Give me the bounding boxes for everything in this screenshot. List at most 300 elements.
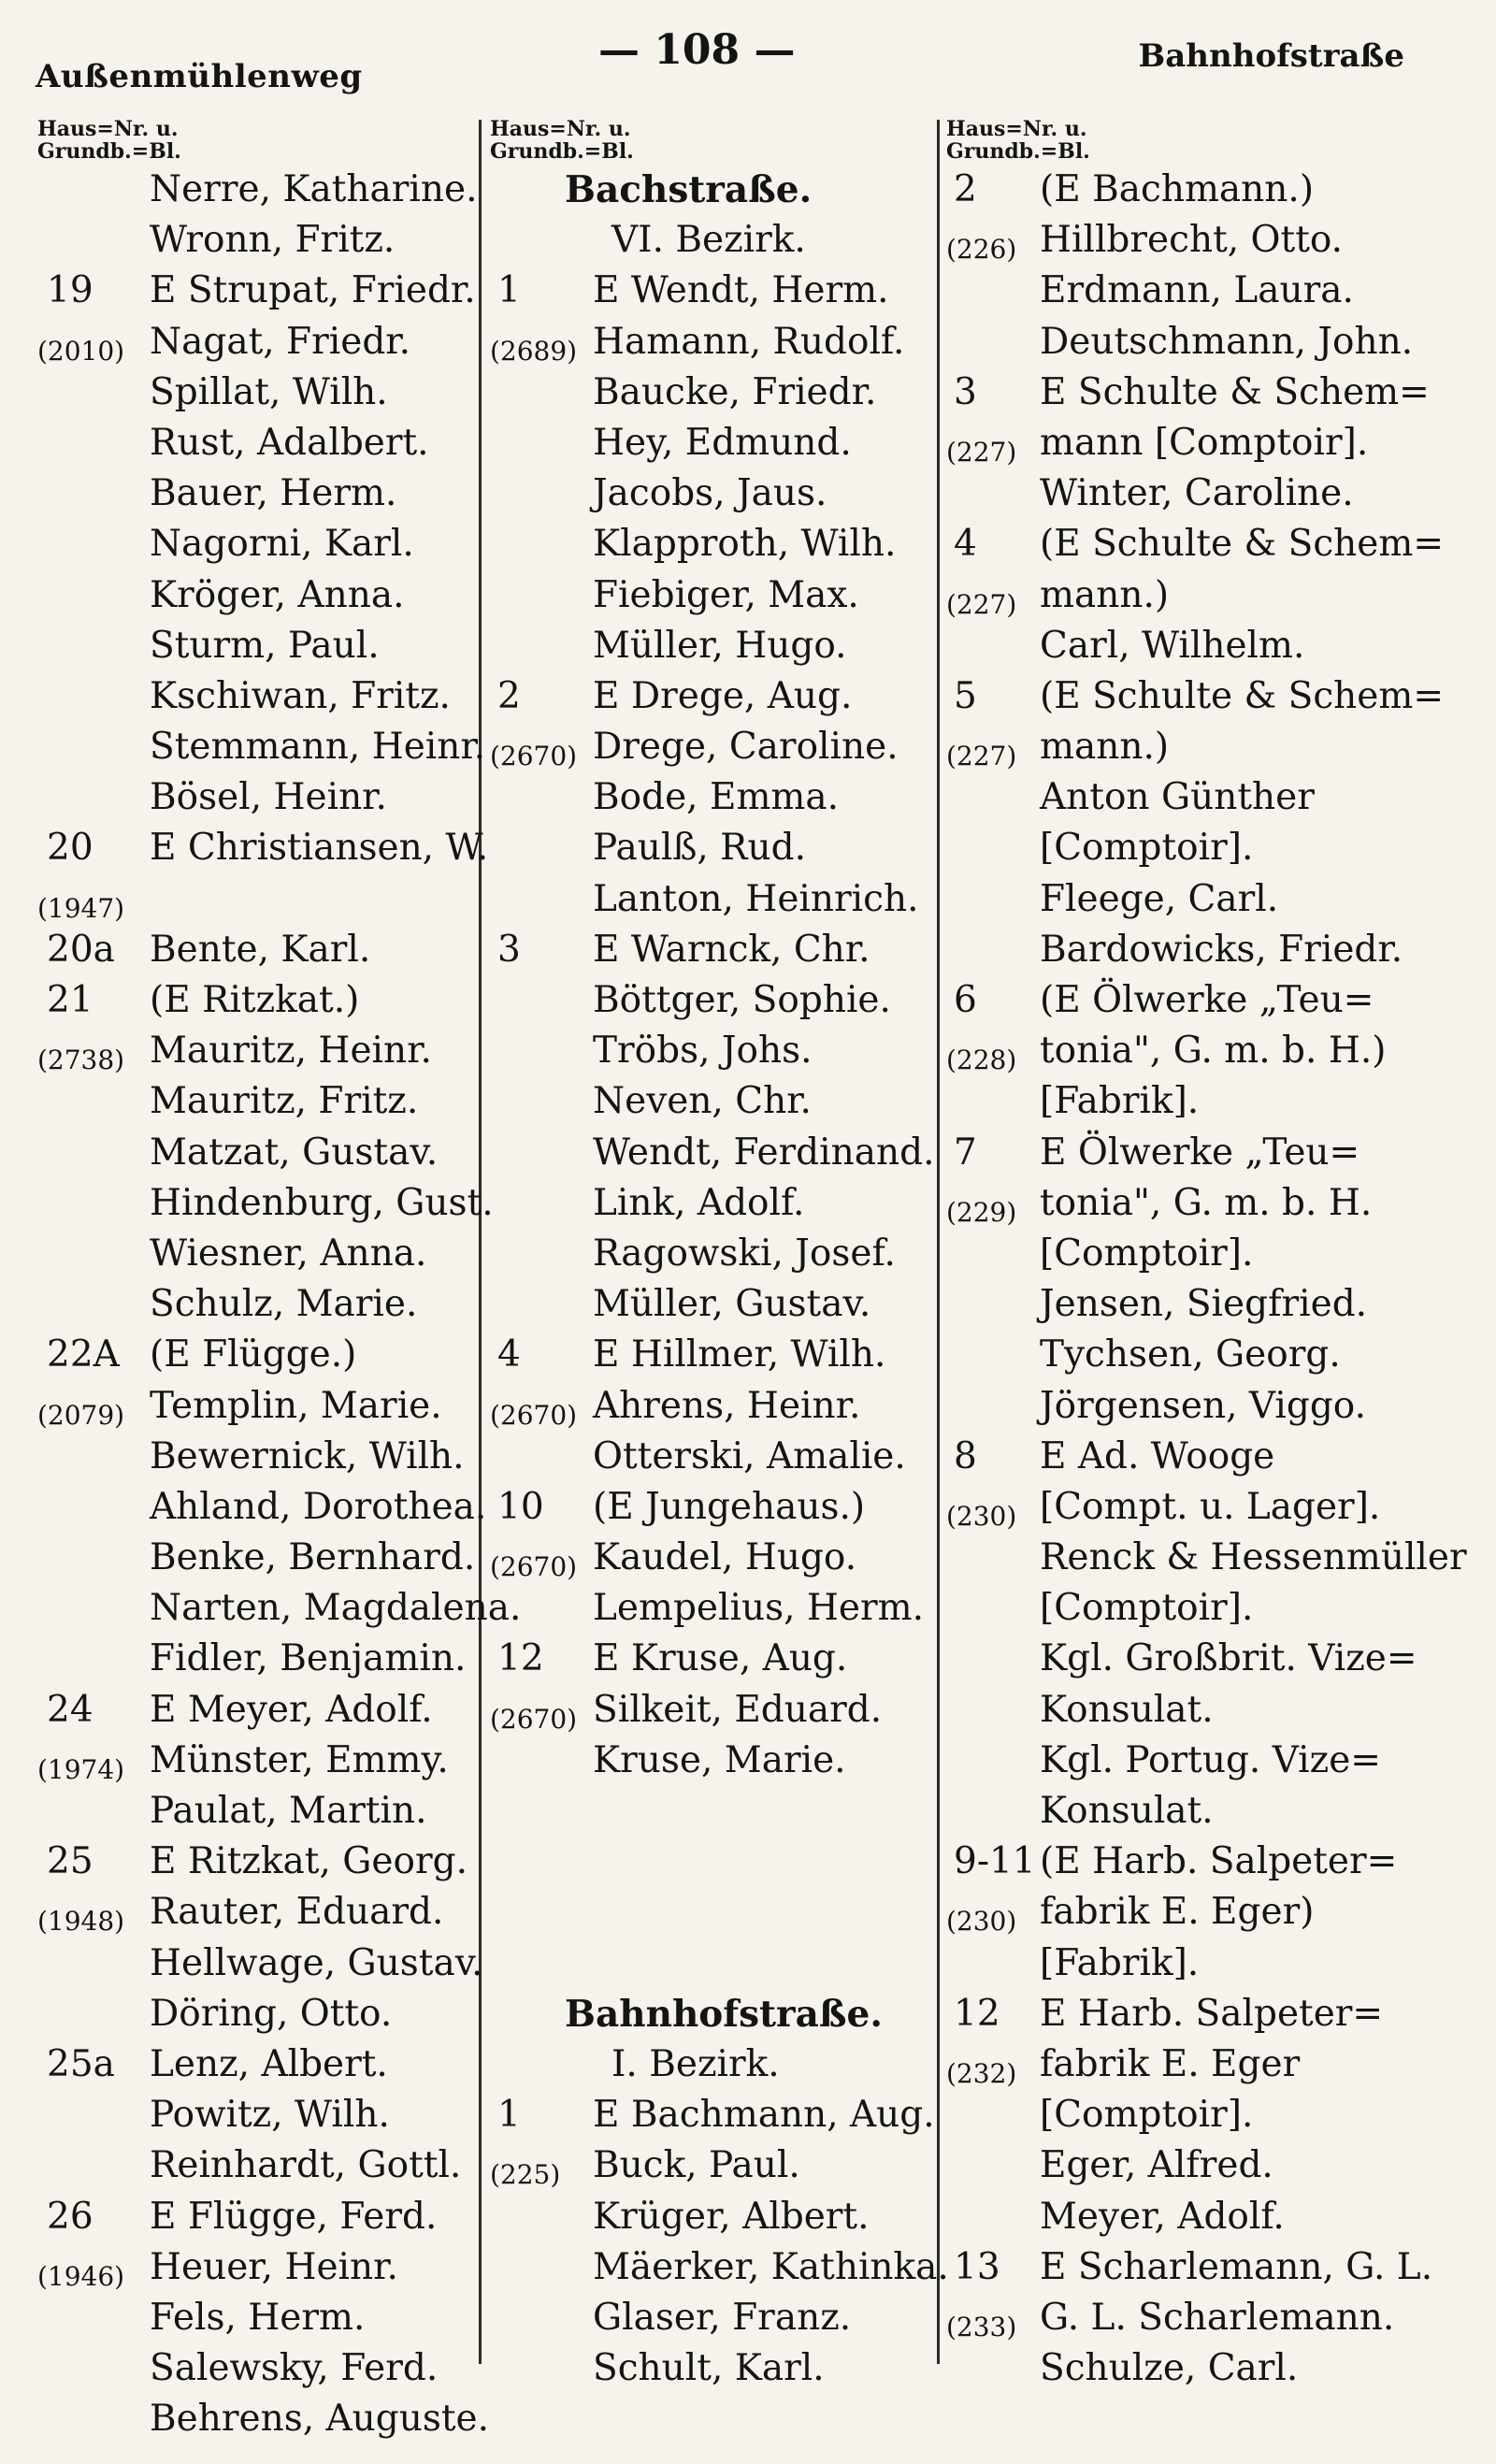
directory-entry xyxy=(946,1837,1470,1887)
directory-entry xyxy=(37,418,468,468)
entry-text: Paulß, Rud. xyxy=(593,827,807,870)
house-number: 9-11 xyxy=(954,1840,1036,1883)
directory-entry xyxy=(946,1178,1470,1229)
entry-text: Meyer, Adolf. xyxy=(1040,2195,1285,2238)
entry-text: Hindenburg, Gust. xyxy=(150,1181,494,1224)
directory-entry xyxy=(946,722,1470,772)
house-number: 4 xyxy=(497,1333,521,1376)
column-divider-1 xyxy=(479,120,482,2364)
column-2 xyxy=(490,117,949,2394)
directory-entry xyxy=(37,1634,468,1684)
directory-entry xyxy=(37,2090,468,2140)
directory-entry xyxy=(490,2140,929,2191)
entry-text: Mauritz, Fritz. xyxy=(150,1080,419,1123)
running-head-right: Bahnhofstraße xyxy=(1138,37,1404,75)
directory-entry xyxy=(490,1229,929,1279)
entry-text: [Fabrik]. xyxy=(1040,1080,1200,1123)
running-head-left: Außenmühlenweg xyxy=(36,58,363,95)
street-heading: Bachstraße. xyxy=(565,168,813,211)
directory-entry xyxy=(37,2242,468,2293)
directory-entry xyxy=(37,570,468,621)
directory-entry xyxy=(37,367,468,418)
entry-text: Narten, Magdalena. xyxy=(150,1587,522,1630)
entry-text: Nagorni, Karl. xyxy=(150,523,414,566)
column-divider-2 xyxy=(937,120,940,2364)
land-register-number: (2738) xyxy=(37,1045,125,1076)
entry-text: Buck, Paul. xyxy=(593,2144,800,2187)
entry-text: Deutschmann, John. xyxy=(1040,320,1414,363)
house-number: 2 xyxy=(954,168,977,210)
house-number: 19 xyxy=(47,269,94,312)
directory-entry xyxy=(490,468,929,519)
directory-entry xyxy=(490,722,929,772)
entry-text: Schult, Karl. xyxy=(593,2347,825,2390)
directory-entry xyxy=(490,266,929,316)
land-register-number: (2010) xyxy=(37,335,125,367)
entry-text: Kröger, Anna. xyxy=(150,573,405,616)
entry-text: Ahrens, Heinr. xyxy=(593,1384,861,1427)
entry-text: Templin, Marie. xyxy=(150,1384,442,1427)
directory-entry xyxy=(490,215,929,266)
entry-text: Lanton, Heinrich. xyxy=(593,877,919,920)
directory-entry xyxy=(37,772,468,823)
entry-text: E Harb. Salpeter= xyxy=(1040,1992,1384,2035)
entry-text: E Ritzkat, Georg. xyxy=(150,1840,468,1883)
entry-text: (E Flügge.) xyxy=(150,1333,357,1376)
entry-text: Behrens, Auguste. xyxy=(150,2398,490,2441)
directory-entry xyxy=(490,1887,929,1938)
entry-text: Bente, Karl. xyxy=(150,928,371,971)
directory-entry xyxy=(946,215,1470,266)
directory-entry xyxy=(490,2039,929,2090)
directory-entry xyxy=(37,215,468,266)
land-register-number: (2670) xyxy=(490,1703,578,1735)
entry-text: Eger, Alfred. xyxy=(1040,2144,1273,2187)
directory-entry xyxy=(490,418,929,468)
directory-entry xyxy=(37,925,468,975)
directory-entry xyxy=(37,165,478,215)
entry-text: (E Bachmann.) xyxy=(1040,168,1315,210)
street-heading: Bahnhofstraße. xyxy=(565,1992,883,2036)
directory-entry xyxy=(946,1989,1470,2039)
entry-text: Benke, Bernhard. xyxy=(150,1536,476,1579)
district-heading: VI. Bezirk. xyxy=(611,219,806,262)
directory-entry xyxy=(946,418,1470,468)
entry-text: Glaser, Franz. xyxy=(593,2296,852,2339)
house-number: 7 xyxy=(954,1131,977,1174)
directory-entry xyxy=(37,1076,468,1127)
entry-text: Hey, Edmund. xyxy=(593,421,852,464)
entry-text: Jörgensen, Viggo. xyxy=(1040,1384,1367,1427)
entry-text: (E Schulte & Schem= xyxy=(1040,674,1445,717)
entry-text: Powitz, Wilh. xyxy=(150,2094,390,2137)
directory-entry xyxy=(946,823,1470,873)
land-register-number: (227) xyxy=(946,741,1017,772)
directory-entry xyxy=(946,165,1470,215)
directory-entry xyxy=(946,975,1470,1026)
directory-entry xyxy=(490,165,929,215)
entry-text: E Ad. Wooge xyxy=(1040,1434,1275,1477)
entry-text: Fels, Herm. xyxy=(150,2296,366,2339)
entry-text: [Comptoir]. xyxy=(1040,2094,1254,2137)
land-register-number: (1974) xyxy=(37,1753,125,1785)
entry-text: Heuer, Heinr. xyxy=(150,2245,398,2288)
directory-entry xyxy=(37,621,468,671)
entry-text: Konsulat. xyxy=(1040,1688,1214,1731)
directory-entry xyxy=(37,1583,522,1634)
entry-text: Fidler, Benjamin. xyxy=(150,1637,467,1680)
directory-entry xyxy=(946,317,1470,367)
directory-entry xyxy=(946,1887,1470,1938)
entry-text: Lempelius, Herm. xyxy=(593,1587,924,1630)
land-register-number: (2670) xyxy=(490,1551,578,1583)
directory-entry xyxy=(37,317,468,367)
land-register-number: (2670) xyxy=(490,741,578,772)
entry-text: [Comptoir]. xyxy=(1040,1587,1254,1630)
house-number: 13 xyxy=(954,2245,1000,2288)
entry-text: Nerre, Katharine. xyxy=(150,168,478,210)
entry-text: Hamann, Rudolf. xyxy=(593,320,905,363)
entry-text: Krüger, Albert. xyxy=(593,2195,870,2238)
land-register-number: (227) xyxy=(946,588,1017,620)
directory-entry xyxy=(37,823,489,873)
entry-text: Mäerker, Kathinka. xyxy=(593,2245,949,2288)
entry-text: Matzat, Gustav. xyxy=(150,1131,439,1174)
entry-text: Bode, Emma. xyxy=(593,776,840,819)
entry-text: Hillbrecht, Otto. xyxy=(1040,219,1344,262)
directory-entry xyxy=(490,1938,929,1989)
entry-text: Link, Adolf. xyxy=(593,1181,805,1224)
entry-text: Kgl. Portug. Vize= xyxy=(1040,1738,1381,1781)
entry-text: Rauter, Eduard. xyxy=(150,1891,444,1934)
entry-text: Bauer, Herm. xyxy=(150,472,397,515)
directory-entry xyxy=(490,367,929,418)
directory-entry xyxy=(946,1026,1470,1076)
entry-text: Kschiwan, Fritz. xyxy=(150,674,451,717)
entry-text: mann [Comptoir]. xyxy=(1040,421,1369,464)
entry-text: Hellwage, Gustav. xyxy=(150,1941,483,1984)
house-number: 20 xyxy=(47,827,94,870)
directory-entry xyxy=(37,874,468,925)
directory-entry xyxy=(490,1533,929,1583)
directory-entry xyxy=(490,621,929,671)
directory-entry xyxy=(490,1685,929,1736)
entry-text: Konsulat. xyxy=(1040,1790,1214,1832)
directory-entry xyxy=(490,925,929,975)
entry-text: Mauritz, Heinr. xyxy=(150,1030,432,1073)
entry-text: Rust, Adalbert. xyxy=(150,421,429,464)
directory-entry xyxy=(37,1887,468,1938)
house-number: 1 xyxy=(497,2094,521,2137)
directory-entry xyxy=(490,1837,929,1887)
land-register-number: (232) xyxy=(946,2057,1017,2089)
house-number: 3 xyxy=(497,928,521,971)
directory-entry xyxy=(946,621,1470,671)
house-number: 26 xyxy=(47,2195,94,2238)
directory-entry xyxy=(946,671,1470,722)
land-register-number: (230) xyxy=(946,1906,1017,1938)
entry-text: Wronn, Fritz. xyxy=(150,219,396,262)
directory-entry xyxy=(37,722,486,772)
entry-text: Erdmann, Laura. xyxy=(1040,269,1354,312)
directory-entry xyxy=(490,1634,929,1684)
directory-entry xyxy=(946,367,1470,418)
entry-text: Jacobs, Jaus. xyxy=(593,472,827,515)
entry-text: Kgl. Großbrit. Vize= xyxy=(1040,1637,1417,1680)
house-number: 6 xyxy=(954,979,977,1021)
directory-entry xyxy=(946,1786,1470,1837)
land-register-number: (1948) xyxy=(37,1906,125,1938)
land-register-number: (227) xyxy=(946,436,1017,468)
entry-text: Paulat, Martin. xyxy=(150,1790,427,1832)
directory-entry xyxy=(946,1583,1470,1634)
directory-entry xyxy=(490,1381,929,1432)
entry-text: E Drege, Aug. xyxy=(593,674,853,717)
entry-text: Fleege, Carl. xyxy=(1040,877,1279,920)
directory-entry xyxy=(946,2343,1470,2394)
directory-entry xyxy=(37,2039,468,2090)
directory-entry xyxy=(490,2293,929,2343)
directory-entry xyxy=(490,1279,929,1330)
directory-entry xyxy=(37,2192,468,2242)
entry-text: Silkeit, Eduard. xyxy=(593,1688,883,1731)
entry-text: Tröbs, Johs. xyxy=(593,1030,813,1073)
entry-text: E Hillmer, Wilh. xyxy=(593,1333,886,1376)
directory-entry xyxy=(490,2090,935,2140)
entry-text: E Strupat, Friedr. xyxy=(150,269,476,312)
entry-text: E Warnck, Chr. xyxy=(593,928,870,971)
house-number: 24 xyxy=(47,1688,94,1731)
directory-entry xyxy=(37,1229,468,1279)
entry-text: Bewernick, Wilh. xyxy=(150,1434,465,1477)
entry-text: Nagat, Friedr. xyxy=(150,320,411,363)
entry-text: Anton Günther xyxy=(1040,776,1315,819)
directory-entry xyxy=(946,1432,1470,1482)
entry-text: Kaudel, Hugo. xyxy=(593,1536,857,1579)
directory-entry xyxy=(946,1736,1470,1786)
entry-text: Lenz, Albert. xyxy=(150,2042,388,2085)
directory-entry xyxy=(490,1786,929,1837)
entry-text: tonia", G. m. b. H.) xyxy=(1040,1030,1387,1073)
entry-text: (E Ölwerke „Teu= xyxy=(1040,979,1374,1021)
directory-entry xyxy=(946,772,1470,823)
column-header-line: Grundb.=Bl. xyxy=(490,139,634,164)
land-register-number: (2079) xyxy=(37,1399,125,1431)
directory-entry xyxy=(946,2192,1470,2242)
directory-entry xyxy=(490,2343,929,2394)
land-register-number: (1946) xyxy=(37,2260,125,2292)
entry-text: E Meyer, Adolf. xyxy=(150,1688,433,1731)
directory-entry xyxy=(37,1786,468,1837)
directory-entry xyxy=(946,1938,1470,1989)
directory-entry xyxy=(37,1128,468,1178)
entry-text: (E Schulte & Schem= xyxy=(1040,523,1445,566)
directory-entry xyxy=(37,2293,468,2343)
house-number: 25 xyxy=(47,1840,94,1883)
entry-text: fabrik E. Eger xyxy=(1040,2042,1301,2085)
directory-entry xyxy=(946,1634,1470,1684)
directory-entry xyxy=(946,2090,1470,2140)
house-number: 20a xyxy=(47,928,115,971)
directory-entry xyxy=(490,1128,935,1178)
directory-entry xyxy=(37,2343,468,2394)
house-number: 5 xyxy=(954,674,977,717)
entry-text: mann.) xyxy=(1040,726,1170,769)
directory-entry xyxy=(37,1381,468,1432)
entry-text: [Comptoir]. xyxy=(1040,1232,1254,1275)
entry-text: Carl, Wilhelm. xyxy=(1040,624,1305,667)
district-heading: I. Bezirk. xyxy=(611,2042,780,2085)
column-header-line: Haus=Nr. u. xyxy=(37,117,179,141)
directory-entry xyxy=(490,1482,929,1533)
entry-text: E Wendt, Herm. xyxy=(593,269,889,312)
entry-text: Salewsky, Ferd. xyxy=(150,2347,439,2390)
directory-entry xyxy=(946,468,1470,519)
entry-text: (E Ritzkat.) xyxy=(150,979,360,1021)
entry-text: Jensen, Siegfried. xyxy=(1040,1283,1368,1326)
entry-text: E Ölwerke „Teu= xyxy=(1040,1131,1360,1174)
directory-entry xyxy=(946,1279,1470,1330)
entry-text: Münster, Emmy. xyxy=(150,1738,449,1781)
directory-entry xyxy=(490,671,929,722)
land-register-number: (233) xyxy=(946,2311,1017,2342)
directory-entry xyxy=(37,671,468,722)
house-number: 8 xyxy=(954,1434,977,1477)
directory-entry xyxy=(490,2242,949,2293)
directory-entry xyxy=(37,1330,468,1380)
directory-entry xyxy=(37,975,468,1026)
land-register-number: (2689) xyxy=(490,335,578,367)
house-number: 4 xyxy=(954,523,977,566)
entry-text: Bösel, Heinr. xyxy=(150,776,387,819)
house-number: 21 xyxy=(47,979,94,1021)
house-number: 12 xyxy=(954,1992,1000,2035)
directory-entry xyxy=(490,1736,929,1786)
entry-text: E Scharlemann, G. L. xyxy=(1040,2245,1433,2288)
column-header xyxy=(490,118,929,163)
directory-entry xyxy=(37,468,468,519)
entry-text: E Schulte & Schem= xyxy=(1040,370,1430,413)
directory-entry xyxy=(37,1432,468,1482)
entry-text: G. L. Scharlemann. xyxy=(1040,2296,1395,2339)
page-number: — 108 — xyxy=(598,26,796,74)
entry-text: Wendt, Ferdinand. xyxy=(593,1131,935,1174)
column-header-line: Haus=Nr. u. xyxy=(946,117,1087,141)
directory-entry xyxy=(946,1381,1470,1432)
directory-entry xyxy=(946,519,1470,569)
entry-text: Baucke, Friedr. xyxy=(593,370,877,413)
directory-entry xyxy=(37,1026,468,1076)
directory-entry xyxy=(946,1685,1470,1736)
directory-entry xyxy=(490,1178,929,1229)
directory-entry xyxy=(946,1076,1470,1127)
entry-text: Wiesner, Anna. xyxy=(150,1232,427,1275)
land-register-number: (228) xyxy=(946,1045,1017,1076)
entry-text: Spillat, Wilh. xyxy=(150,370,388,413)
directory-entry xyxy=(490,1330,929,1380)
entry-text: Fiebiger, Max. xyxy=(593,573,859,616)
entry-text: Sturm, Paul. xyxy=(150,624,380,667)
column-header xyxy=(37,118,468,163)
directory-entry xyxy=(946,570,1470,621)
entry-text: Winter, Caroline. xyxy=(1040,472,1354,515)
entry-text: fabrik E. Eger) xyxy=(1040,1891,1315,1934)
house-number: 2 xyxy=(497,674,521,717)
entry-text: Ragowski, Josef. xyxy=(593,1232,896,1275)
entry-text: Müller, Hugo. xyxy=(593,624,847,667)
directory-entry xyxy=(946,1482,1470,1533)
directory-entry xyxy=(946,874,1470,925)
house-number: 10 xyxy=(497,1485,544,1528)
house-number: 3 xyxy=(954,370,977,413)
directory-entry xyxy=(946,1330,1470,1380)
directory-entry xyxy=(37,1178,494,1229)
entry-text: Böttger, Sophie. xyxy=(593,979,891,1021)
directory-entry xyxy=(946,925,1470,975)
directory-entry xyxy=(490,1989,929,2039)
entry-text: [Compt. u. Lager]. xyxy=(1040,1485,1381,1528)
directory-entry xyxy=(37,266,476,316)
directory-entry xyxy=(490,1076,929,1127)
entry-text: [Comptoir]. xyxy=(1040,827,1254,870)
directory-entry xyxy=(37,1533,476,1583)
entry-text: Klapproth, Wilh. xyxy=(593,523,897,566)
directory-entry xyxy=(490,823,929,873)
entry-text: Müller, Gustav. xyxy=(593,1283,871,1326)
directory-entry xyxy=(37,519,468,569)
column-header-line: Grundb.=Bl. xyxy=(946,139,1090,164)
column-header-line: Haus=Nr. u. xyxy=(490,117,631,141)
land-register-number: (230) xyxy=(946,1500,1017,1532)
entry-text: Tychsen, Georg. xyxy=(1040,1333,1341,1376)
directory-entry xyxy=(490,317,929,367)
entry-text: E Kruse, Aug. xyxy=(593,1637,848,1680)
directory-entry xyxy=(490,975,929,1026)
directory-entry xyxy=(946,2242,1470,2293)
entry-text: Schulze, Carl. xyxy=(1040,2347,1299,2390)
house-number: 1 xyxy=(497,269,521,312)
land-register-number: (229) xyxy=(946,1196,1017,1228)
directory-entry xyxy=(37,1279,468,1330)
entry-text: Neven, Chr. xyxy=(593,1080,812,1123)
directory-entry xyxy=(946,2140,1470,2191)
directory-entry xyxy=(37,2140,468,2191)
directory-entry xyxy=(37,1482,487,1533)
directory-entry xyxy=(946,1533,1470,1583)
column-3 xyxy=(946,118,1470,2394)
directory-entry xyxy=(946,266,1470,316)
entry-text: Bardowicks, Friedr. xyxy=(1040,928,1403,971)
entry-text: Schulz, Marie. xyxy=(150,1283,418,1326)
entry-text: E Flügge, Ferd. xyxy=(150,2195,438,2238)
directory-entry xyxy=(37,1685,468,1736)
directory-entry xyxy=(490,570,929,621)
directory-entry xyxy=(490,1026,929,1076)
directory-entry xyxy=(946,1128,1470,1178)
column-header xyxy=(946,118,1470,163)
directory-entry xyxy=(37,1837,468,1887)
house-number: 12 xyxy=(497,1637,544,1680)
directory-entry xyxy=(490,1583,929,1634)
entry-text: Stemmann, Heinr. xyxy=(150,726,486,769)
entry-text: Reinhardt, Gottl. xyxy=(150,2144,462,2187)
directory-entry xyxy=(37,1989,468,2039)
house-number: 25a xyxy=(47,2042,115,2085)
directory-entry xyxy=(37,1938,483,1989)
entry-text: E Bachmann, Aug. xyxy=(593,2094,935,2137)
entry-text: (E Jungehaus.) xyxy=(593,1485,866,1528)
directory-entry xyxy=(490,772,929,823)
